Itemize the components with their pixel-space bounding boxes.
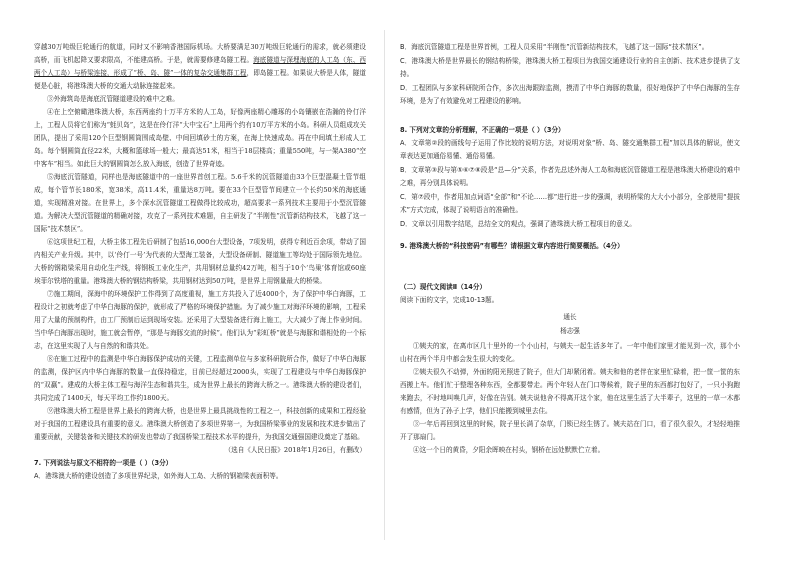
story-body [400,340,740,457]
article-paragraph [34,288,366,353]
right-column-body [400,0,740,457]
paragraph-text: ，即岛隧工程。如果说大桥是人体，隧道便是心脏，将港珠澳大桥的交通大动脉连接起来。 [34,69,366,90]
section-instruction: 阅读下面的文字，完成10-13题。 [400,296,499,304]
article-source: （选自《人民日报》2018年1月26日，有删改） [224,446,366,454]
article-paragraph [34,405,366,444]
question-7-option: D．工程团队与多家科研院所合作，多次出海跟踪监测，摸清了中华白海豚的数量，很好地保护了中华白海豚的生存环境，是为了有效避免对工程建设的影响。 [400,83,740,105]
column-divider [384,30,385,540]
story-paragraph: ①姨夫的家，在离市区几十里外的一个小山村，与姨夫一起生活多年了。一年中他们家里才能见到一次，那个小山村在两个半月中都会发生很大的变化。 [400,342,740,363]
question-7-option: A．港珠澳大桥的建设创造了多项世界纪录，如外海人工岛、大桥的钢箱梁表面积等。 [34,472,283,480]
paragraph-text: ⑦施工期间，深海中的环境保护工作得到了高度重视，施工方共投入了近4000个，为了保护中华白海豚，工程设计之初就考虑了中华白海豚的保护，就形成了严格的环境保护措施。为了减少施工对海洋环境的影响，工程采用了大量的预制构件，由工厂预制后运到现场安装。还采用了大型装备进行海上施工，大大减少了海上作业时间。当中华白海豚出现时，施工就会暂停，“那是与海豚交流的时候”。他们认为“彩虹桥”就是与海豚和谐相处的一个标志，在这里实现了人与自然的和谐共处。 [34,290,366,350]
article-paragraph [34,41,366,93]
article-paragraph [34,171,366,236]
article-paragraph [34,353,366,405]
article-paragraph [34,93,366,106]
question-8-options [400,137,740,232]
paragraph-text: ⑧在施工过程中的监测是中华白海豚保护成功的关键，工程监测单位与多家科研院所合作，做好了中华白海豚的监测，保护区内中华白海豚的数量一直保持稳定，目前已经超过2000头，实现了工程建设与中华白海豚保护的“双赢”。建成的大桥主体工程与海洋生态和谐共生，成为世界上最长的跨海大桥之一。港珠澳大桥的建设者们，共同完成了1400天，每天平均工作约1800天。 [34,355,366,402]
question-7-title: 7. 下列说法与原文不相符的一项是（ ）（3分） [34,459,173,467]
story-author: 杨志强 [560,327,580,335]
article-paragraph [34,236,366,288]
paragraph-text: ③外海筑岛是海底沉管隧道建设的难中之难。 [47,95,179,103]
story-paragraph: ④这一个日的黄昏，夕阳余晖映在村头，钢桥在远处默默伫立着。 [413,446,605,454]
story-paragraph: ③一年后再回到这里的时候，院子里长满了杂草，门锁已经生锈了。姨夫站在门口，看了很久很久，才轻轻地推开了那扇门。 [400,420,740,441]
question-8-option: A．文章第②段的画线句子运用了作比较的说明方法，对说明对象“桥、岛、隧交通集群工程”加以具体的解说，使文章表达更加通俗易懂、通俗易懂。 [400,138,740,160]
paragraph-text: ⑨港珠澳大桥工程是世界上最长的跨海大桥，也是世界上最具挑战性的工程之一，科技创新的成果和工程经验对于我国的工程建设具有重要的意义。港珠澳大桥创造了多项世界第一，为我国桥梁事业的发展和技术进步做出了重要贡献，关键装备和关键技术的研发也带动了我国桥梁工程技术水平的提升，为我国交通强国建设奠定了基础。 [34,407,366,441]
story-title: 通长 [563,313,577,321]
question-8-title: 8. 下列对文章的分析理解，不正确的一项是（ ）（3分） [400,125,565,134]
paragraph-text: 穿越30万吨级巨轮通行的航道，同时又不影响香港国际机场。大桥要满足30万吨级巨轮通行的需求，就必须建设高桥，而飞机起降又要求限高，不能建高桥。于是，就需要修建岛隧工程。 [34,43,366,64]
question-7-option: B．海底沉管隧道工程是世界首例，工程人员采用“半刚性”沉管新结构技术，飞越了这一国际“技术禁区”。 [400,43,709,51]
question-7-option: C．港珠澳大桥是世界最长的钢结构桥梁，港珠澳大桥工程项目为我国交通建设行业的自主创新、技术进步提供了支持。 [400,56,740,78]
left-column-body [34,0,366,484]
left-column [34,0,366,562]
question-9-title: 9. 港珠澳大桥的“科技密码”有哪些？请根据文章内容进行简要概括。（4分） [400,242,624,250]
paragraph-text: ④在上空俯瞰港珠澳大桥，东西两座约十万平方米的人工岛，好像两座精心雕琢的小岛镶嵌在浩瀚的伶仃洋上，工程人员将它们称为“蚝贝岛”，这是在伶仃洋“大中宝石”上用两个约有10万平方米的小岛。科研人员组成攻关团队，提出了采用120个巨型钢圆筒围成岛壁、中间回填砂土的方案，在海上快速成岛。再在中间填土形成人工岛。每个钢圆筒直径22米，大概和篮球场一般大；最高达51米，相当于18层楼高；重量550吨，与一架A380“空中客车”相当。如此巨大的钢圆筒怎么放入海底，创造了世界奇迹。 [34,108,366,168]
paragraph-text: ⑥这项世纪工程，大桥主体工程先后研制了包括16,000台大型设备，7项发明，获得专利近百余项，带动了国内相关产业升级。其中，以‘伶仃一号’为代表的大型海工装备，大型设备研制、隧道施工等均处于国际领先地位。大桥的钢箱梁采用自动化生产线，将钢板工业化生产，共用钢材总量约42万吨，相当于10个‘鸟巢’体育馆或60座埃菲尔铁塔的重量。港珠澳大桥的钢结构桥梁，共用钢材达到50万吨，是世界上用钢量最大的桥梁。 [34,238,366,285]
section-title: （二）现代文阅读Ⅱ（14分） [400,283,487,291]
story-paragraph: ②姨夫很久不动弹，外面的阳光照进了院子，但大门却紧闭着。姨夫和他的老伴在家里忙碌着，把一筐一筐的东西搬上车。他们忙于整理各种东西，全都要带走。两个年轻人在门口等候着，院子里的东西都打包好了，一只小狗跑来跑去，不时地叫唤几声，好像在告别。姨夫说他舍不得离开这个家，他在这里生活了大半辈子，这里的一草一木都有感情，但为了孙子上学，他们只能搬到城里去住。 [400,368,740,415]
answer-space [400,253,740,281]
question-8-option: D．文章以引用数字结尾，总结全文的观点，强调了港珠澳大桥工程项目的意义。 [400,219,636,228]
paragraph-text: ⑤海底沉管隧道，同样也是海底隧道中的一座世界首创工程。5.6千米的沉管隧道由33个巨型混凝土管节组成，每个管节长180米，宽38米，高11.4米，重量达8万吨。要在33个巨型管节间建立一个长约50米的海底通道，实现精准对接。在世界上，多个深水沉管隧道工程做得比较成功，超高要求一系列技术主要用于小型沉管隧道。为解决大型沉管隧道的精确对接，攻克了一系列技术难题，自主研发了“半刚性”沉管新结构技术，飞越了这一国际“技术禁区”。 [34,173,366,233]
article-paragraph [34,106,366,171]
underlined-sentence: 海底隧道与深埋海底的人工岛（东、西两个人工岛）与桥梁连接，形成了“桥、岛、隧”一体的复杂交通集群工程 [34,56,366,77]
right-column [400,0,740,562]
question-8-option: B．文章第③段与第⑤⑥⑦⑧段是“总—分”关系，作者先总述外海人工岛和海底沉管隧道工程是港珠澳大桥建设的难中之难，再分别具体说明。 [400,165,740,187]
question-7-options-continued [400,41,740,109]
question-8-option: C．第⑦段中，作者用加点词语“全部”和“不论……都”进行进一步的强调，表明桥梁的大大小小部分，全部使用“提拔术”方式完成，体现了说明语言的准确性。 [400,192,740,214]
